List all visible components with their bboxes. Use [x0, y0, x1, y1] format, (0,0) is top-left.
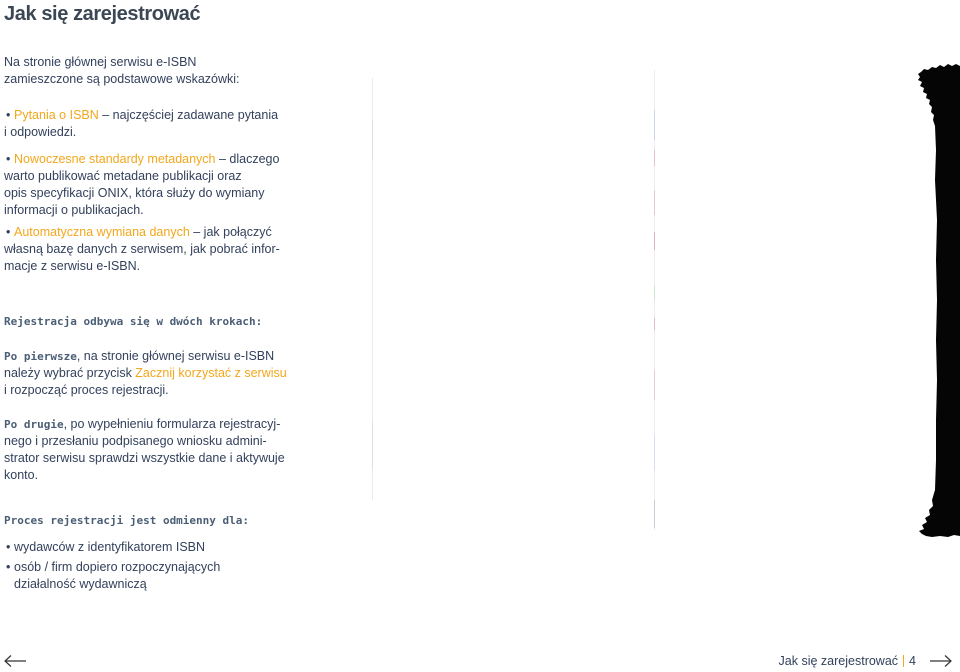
list-item: • osób / firm dopiero rozpoczynających [4, 559, 344, 576]
step-line [4, 365, 344, 382]
black-image-edge [910, 60, 960, 540]
torn-black-shape [918, 64, 960, 537]
guide-line: warto publikować metadane publikacji oraz [4, 169, 242, 183]
step-text: , po wypełnieniu formularza rejestracyj- [63, 417, 281, 431]
step-one-label: Po pierwsze [4, 350, 77, 363]
guide-item-data-exchange [4, 224, 344, 275]
guide-line: i odpowiedzi. [4, 125, 77, 139]
guide-item-faq [4, 107, 344, 141]
guide-line [4, 107, 344, 124]
step-line [4, 416, 344, 433]
page-title: Jak się zarejestrować [4, 3, 201, 25]
screenshot-placeholder [360, 60, 670, 540]
previous-page-button[interactable] [3, 654, 27, 668]
step-line: strator serwisu sprawdzi wszystkie dane i aktywuje [4, 451, 285, 465]
registration-heading: Rejestracja odbywa się w dwóch krokach: [4, 315, 263, 328]
step-two-label: Po drugie [4, 418, 64, 431]
guide-line: opis specyfikacji ONIX, która służy do wymiany [4, 186, 265, 200]
guide-line [4, 224, 344, 241]
arrow-right-icon[interactable] [929, 654, 953, 668]
guide-line: informacji o publikacjach. [4, 203, 144, 217]
next-page-button[interactable] [929, 654, 953, 668]
guide-description: – najczęściej zadawane pytania [98, 108, 279, 122]
process-heading: Proces rejestracji jest odmienny dla: [4, 514, 250, 527]
data-exchange-link[interactable]: Automatyczna wymiana danych [14, 225, 190, 239]
intro-line: zamieszczone są podstawowe wskazówki: [4, 72, 240, 86]
guide-line: własną bazę danych z serwisem, jak pobrać infor- [4, 242, 280, 256]
step-line: i rozpocząć proces rejestracji. [4, 383, 169, 397]
step-line: konto. [4, 468, 39, 482]
footer-section-title: Jak się zarejestrować [778, 654, 899, 668]
start-using-service-link[interactable]: Zacznij korzystać z serwisu [135, 366, 287, 380]
step-line [4, 348, 344, 365]
page-number: 4 [903, 655, 916, 667]
arrow-left-icon[interactable] [3, 654, 27, 668]
process-item-isbn-publishers [4, 539, 344, 556]
metadata-standards-link[interactable]: Nowoczesne standardy metadanych [14, 152, 216, 166]
guide-description: – jak połączyć [189, 225, 272, 239]
step-text: , na stronie głównej serwisu e-ISBN [76, 349, 275, 363]
step-line: nego i przesłaniu podpisanego wniosku admini- [4, 434, 267, 448]
intro-line: Na stronie głównej serwisu e-ISBN [4, 55, 197, 69]
list-item: • wydawców z identyfikatorem ISBN [4, 539, 344, 556]
step-one-paragraph [4, 348, 344, 399]
faq-link[interactable]: Pytania o ISBN [14, 108, 99, 122]
process-item-new-publishers [4, 559, 344, 593]
guide-line [4, 151, 344, 168]
footer-section-label [779, 653, 916, 669]
intro-paragraph [4, 54, 344, 88]
step-two-paragraph [4, 416, 344, 484]
guide-line: macje z serwisu e-ISBN. [4, 259, 141, 273]
list-item-continuation: działalność wydawniczą [14, 577, 147, 591]
guide-description: – dlaczego [215, 152, 280, 166]
step-text: należy wybrać przycisk [4, 366, 136, 380]
guide-item-metadata-standards [4, 151, 344, 219]
